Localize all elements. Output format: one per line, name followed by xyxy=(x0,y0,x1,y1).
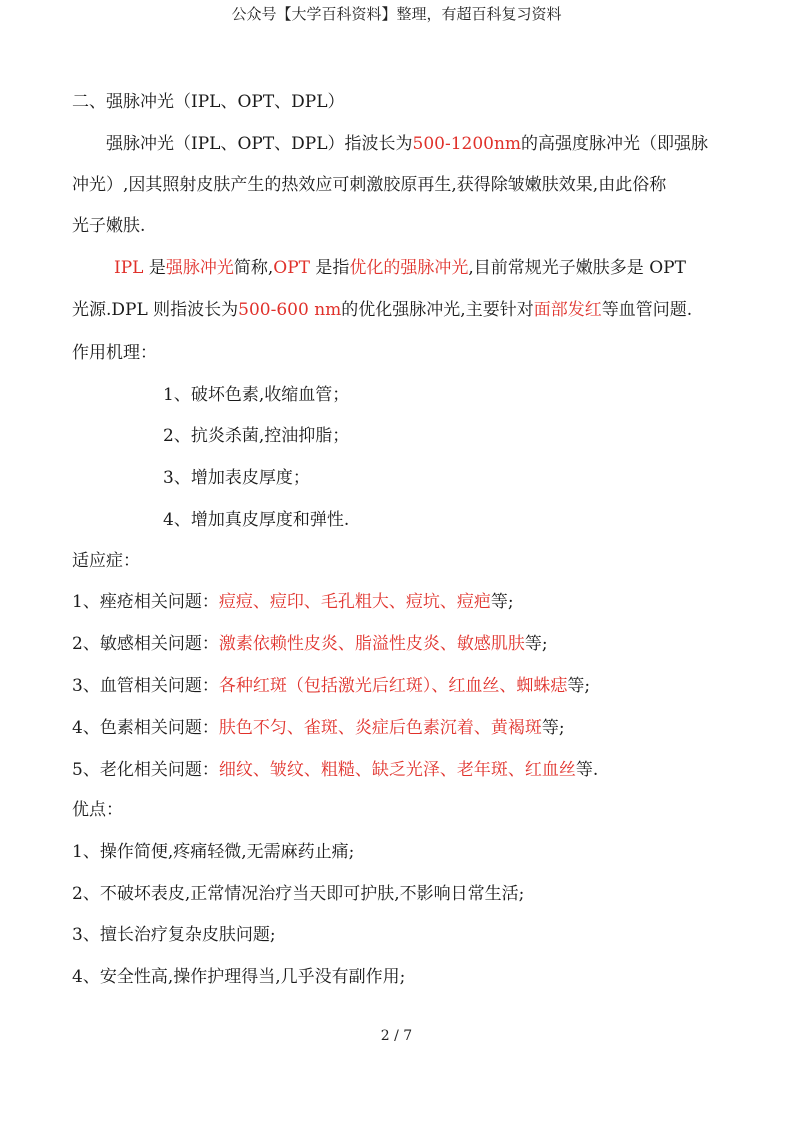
para2-text: 的优化强脉冲光,主要针对 xyxy=(341,300,534,320)
advantage-item: 1、操作简便,疼痛轻微,无需麻药止痛; xyxy=(72,842,355,862)
advantage-item: 3、擅长治疗复杂皮肤问题; xyxy=(72,925,276,945)
indication-value: 激素依赖性皮炎、脂溢性皮炎、敏感肌肤 xyxy=(218,634,525,654)
indication-item xyxy=(72,632,732,656)
indication-suffix: 等; xyxy=(490,592,514,612)
indication-value: 肤色不匀、雀斑、炎症后色素沉着、黄褐斑 xyxy=(218,718,542,738)
indication-item xyxy=(72,758,732,782)
indication-item xyxy=(72,674,732,698)
indication-label: 1、痤疮相关问题： xyxy=(72,592,219,612)
page-number: 2 / 7 xyxy=(380,1028,413,1044)
para2-line2 xyxy=(72,298,732,322)
indication-value: 细纹、皱纹、粗糙、缺乏光泽、老年斑、红血丝 xyxy=(218,760,576,780)
para1-line2: 冲光）,因其照射皮肤产生的热效应可刺激胶原再生,获得除皱嫩肤效果,由此俗称 xyxy=(72,175,667,195)
para2-text: 是指 xyxy=(315,258,350,278)
para2-line1 xyxy=(114,256,774,280)
page-header: 公众号【大学百科资料】整理，有超百科复习资料 xyxy=(231,5,562,23)
ipl-term-highlight: 强脉冲光 xyxy=(165,258,234,278)
indications-title: 适应症： xyxy=(72,551,140,571)
advantages-title: 优点： xyxy=(72,800,123,820)
advantage-item: 2、不破坏表皮,正常情况治疗当天即可护肤,不影响日常生活; xyxy=(72,884,525,904)
para2-text: 光源.DPL 则指波长为 xyxy=(72,300,239,320)
para2-text: 等血管问题. xyxy=(601,300,693,320)
advantage-item: 4、安全性高,操作护理得当,几乎没有副作用; xyxy=(72,967,406,987)
indication-label: 4、色素相关问题： xyxy=(72,718,219,738)
mechanism-title: 作用机理： xyxy=(72,343,157,363)
indication-value: 痘痘、痘印、毛孔粗大、痘坑、痘疤 xyxy=(218,592,491,612)
indication-item xyxy=(72,590,732,614)
para1-line3: 光子嫩肤. xyxy=(72,216,146,236)
indication-suffix: 等. xyxy=(575,760,599,780)
para1-text: 的高强度脉冲光（即强脉 xyxy=(521,134,709,154)
opt-highlight: OPT xyxy=(273,258,310,278)
mechanism-item: 4、增加真皮厚度和弹性. xyxy=(163,510,350,530)
section-title: 二、强脉冲光（IPL、OPT、DPL） xyxy=(72,92,345,112)
dpl-wavelength-highlight: 500-600 nm xyxy=(238,300,342,320)
para2-text: 简称, xyxy=(233,258,274,278)
mechanism-item: 1、破坏色素,收缩血管； xyxy=(163,385,350,405)
para2-text: 是 xyxy=(148,258,166,278)
indication-item xyxy=(72,716,732,740)
para2-text: ,目前常规光子嫩肤多是 OPT xyxy=(468,258,686,278)
indication-label: 5、老化相关问题： xyxy=(72,760,219,780)
indication-suffix: 等; xyxy=(524,634,548,654)
indication-label: 3、血管相关问题： xyxy=(72,676,219,696)
para1-line1 xyxy=(106,132,766,156)
indication-label: 2、敏感相关问题： xyxy=(72,634,219,654)
mechanism-item: 3、增加表皮厚度； xyxy=(163,468,310,488)
para1-text: 强脉冲光（IPL、OPT、DPL）指波长为 xyxy=(106,134,413,154)
indication-suffix: 等; xyxy=(567,676,591,696)
opt-term-highlight: 优化的强脉冲光 xyxy=(349,258,469,278)
indication-suffix: 等; xyxy=(541,718,565,738)
ipl-highlight: IPL xyxy=(114,258,144,278)
mechanism-item: 2、抗炎杀菌,控油抑脂； xyxy=(163,426,350,446)
indication-value: 各种红斑（包括激光后红斑）、红血丝、蜘蛛痣 xyxy=(218,676,568,696)
wavelength-highlight: 500-1200nm xyxy=(412,134,522,154)
facial-redness-highlight: 面部发红 xyxy=(533,300,602,320)
